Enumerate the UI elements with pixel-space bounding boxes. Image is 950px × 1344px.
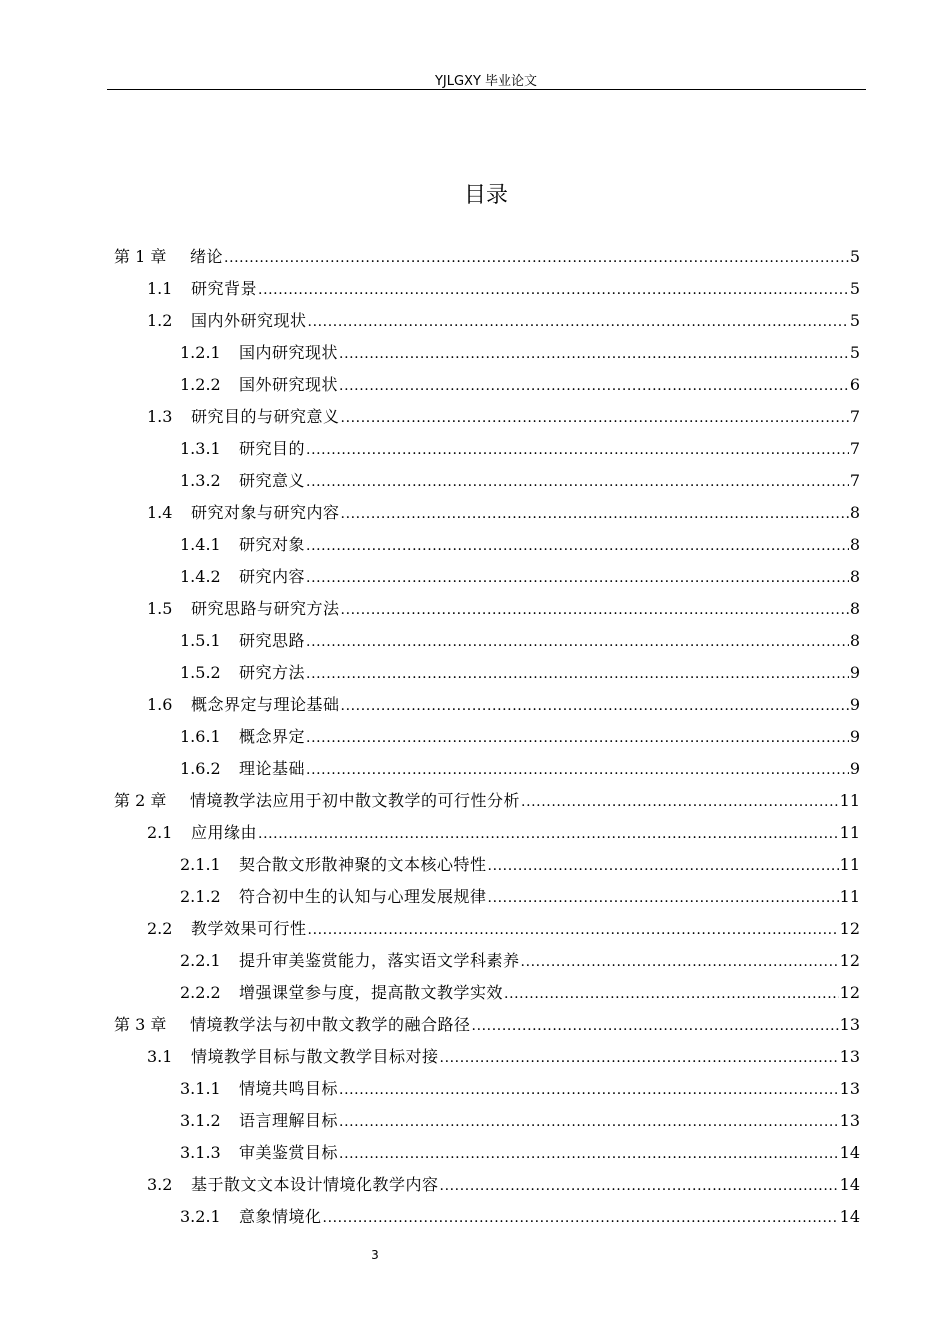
toc-entry-title: 绪论 [190,247,224,266]
toc-entry-page: 9 [849,727,860,746]
toc-dot-leader [440,1170,839,1200]
page-number: 3 [371,1248,379,1262]
toc-entry-page: 7 [849,471,860,490]
toc-section-entry[interactable] [180,882,860,912]
toc-entry-page: 5 [849,311,860,330]
toc-section-entry[interactable] [180,370,860,400]
toc-dot-leader [440,1042,839,1072]
toc-entry-number: 1.4.1 [180,535,221,554]
toc-entry-title: 教学效果可行性 [191,919,307,938]
toc-entry-title: 研究对象与研究内容 [191,503,340,522]
toc-dot-leader [339,1138,839,1168]
toc-entry-page: 13 [839,1047,860,1066]
toc-entry-number: 1.4.2 [180,567,221,586]
toc-chapter-entry[interactable] [114,1010,860,1040]
toc-section-entry[interactable] [180,1202,860,1232]
toc-section-entry[interactable] [147,498,860,528]
toc-entry-title: 情境教学目标与散文教学目标对接 [191,1047,439,1066]
toc-entry-title: 研究目的 [239,439,306,458]
toc-entry-title: 概念界定 [239,727,306,746]
toc-entry-number: 2.2.1 [180,951,221,970]
toc-entry-number: 1.2.1 [180,343,221,362]
toc-section-entry[interactable] [147,274,860,304]
toc-entry-number: 2.1.1 [180,855,221,874]
toc-entry-title: 增强课堂参与度，提高散文教学实效 [239,983,504,1002]
toc-section-entry[interactable] [147,818,860,848]
toc-entry-page: 14 [839,1207,860,1226]
toc-dot-leader [323,1202,839,1232]
toc-dot-leader [306,626,849,656]
toc-entry-title: 审美鉴赏目标 [239,1143,339,1162]
toc-section-entry[interactable] [180,562,860,592]
toc-section-entry[interactable] [180,946,860,976]
toc-section-entry[interactable] [180,530,860,560]
toc-entry-title: 语言理解目标 [239,1111,339,1130]
toc-entry-page: 8 [849,567,860,586]
toc-entry-title: 研究目的与研究意义 [191,407,340,426]
toc-entry-title: 情境教学法应用于初中散文教学的可行性分析 [190,791,521,810]
toc-entry-number: 1.6.1 [180,727,221,746]
toc-dot-leader [341,402,849,432]
toc-entry-number: 1.2.2 [180,375,221,394]
toc-dot-leader [306,530,849,560]
toc-entry-page: 8 [849,503,860,522]
toc-entry-title: 情境共鸣目标 [239,1079,339,1098]
toc-dot-leader [306,658,849,688]
toc-entry-title: 理论基础 [239,759,306,778]
toc-entry-title: 研究思路 [239,631,306,650]
toc-dot-leader [306,562,849,592]
toc-entry-number: 3.1 [147,1047,173,1066]
toc-entry-number: 1.3 [147,407,173,426]
toc-entry-page: 9 [849,695,860,714]
toc-entry-number: 2.1.2 [180,887,221,906]
toc-dot-leader [308,914,839,944]
toc-section-entry[interactable] [147,690,860,720]
toc-entry-page: 5 [849,279,860,298]
toc-entry-number: 3.2 [147,1175,173,1194]
toc-dot-leader [339,1074,839,1104]
toc-entry-number: 1.1 [147,279,173,298]
toc-entry-page: 14 [839,1143,860,1162]
toc-entry-page: 7 [849,407,860,426]
toc-dot-leader [341,690,849,720]
toc-entry-title: 契合散文形散神聚的文本核心特性 [239,855,487,874]
toc-dot-leader [521,786,839,816]
toc-section-entry[interactable] [147,914,860,944]
toc-dot-leader [339,338,849,368]
toc-entry-page: 5 [849,247,860,266]
toc-entry-title: 研究方法 [239,663,306,682]
toc-section-entry[interactable] [180,434,860,464]
toc-dot-leader [258,274,849,304]
toc-dot-leader [339,1106,839,1136]
toc-entry-page: 13 [839,1111,860,1130]
header-rule [107,89,866,90]
toc-entry-page: 12 [839,983,860,1002]
toc-entry-page: 6 [849,375,860,394]
toc-entry-number: 3.1.2 [180,1111,221,1130]
toc-section-entry[interactable] [147,1170,860,1200]
toc-entry-title: 意象情境化 [239,1207,322,1226]
toc-entry-page: 8 [849,599,860,618]
toc-dot-leader [521,946,839,976]
toc-dot-leader [224,242,849,272]
toc-section-entry[interactable] [180,978,860,1008]
toc-entry-title: 符合初中生的认知与心理发展规律 [239,887,487,906]
toc-dot-leader [341,498,849,528]
toc-entry-number: 1.5.2 [180,663,221,682]
toc-dot-leader [472,1010,839,1040]
toc-dot-leader [258,818,839,848]
toc-entry-title: 情境教学法与初中散文教学的融合路径 [190,1015,471,1034]
toc-entry-number: 第 2 章 [114,791,167,810]
toc-entry-number: 1.3.2 [180,471,221,490]
toc-entry-number: 1.2 [147,311,173,330]
toc-entry-title: 概念界定与理论基础 [191,695,340,714]
toc-section-entry[interactable] [180,722,860,752]
toc-entry-title: 研究背景 [191,279,258,298]
toc-entry-number: 第 1 章 [114,247,167,266]
toc-entry-title: 研究意义 [239,471,306,490]
toc-entry-number: 1.6.2 [180,759,221,778]
toc-dot-leader [339,370,849,400]
toc-entry-page: 9 [849,759,860,778]
toc-entry-number: 1.6 [147,695,173,714]
toc-dot-leader [504,978,839,1008]
toc-section-entry[interactable] [180,658,860,688]
toc-section-entry[interactable] [180,850,860,880]
toc-entry-title: 国内外研究现状 [191,311,307,330]
toc-section-entry[interactable] [180,1106,860,1136]
toc-title: 目录 [463,183,508,208]
toc-entry-title: 研究内容 [239,567,306,586]
toc-entry-page: 11 [839,887,860,906]
toc-section-entry[interactable] [180,626,860,656]
toc-entry-number: 2.2.2 [180,983,221,1002]
toc-dot-leader [308,306,849,336]
toc-entry-page: 9 [849,663,860,682]
toc-section-entry[interactable] [147,594,860,624]
toc-entry-page: 11 [839,791,860,810]
toc-section-entry[interactable] [180,1074,860,1104]
toc-entry-number: 2.2 [147,919,173,938]
toc-entry-number: 第 3 章 [114,1015,167,1034]
toc-entry-page: 7 [849,439,860,458]
toc-entry-number: 3.2.1 [180,1207,221,1226]
toc-entry-page: 13 [839,1015,860,1034]
toc-entry-title: 基于散文文本设计情境化教学内容 [191,1175,439,1194]
toc-section-entry[interactable] [180,338,860,368]
toc-section-entry[interactable] [180,1138,860,1168]
toc-entry-page: 13 [839,1079,860,1098]
toc-dot-leader [306,434,849,464]
toc-entry-page: 5 [849,343,860,362]
toc-section-entry[interactable] [180,754,860,784]
page-header: YJLGXY 毕业论文 [434,74,538,89]
toc-section-entry[interactable] [180,466,860,496]
toc-entry-number: 1.5 [147,599,173,618]
toc-entry-title: 国内研究现状 [239,343,339,362]
toc-entry-number: 1.4 [147,503,173,522]
toc-entry-number: 1.3.1 [180,439,221,458]
toc-entry-number: 2.1 [147,823,173,842]
toc-entry-title: 国外研究现状 [239,375,339,394]
toc-entry-title: 研究思路与研究方法 [191,599,340,618]
toc-dot-leader [306,466,849,496]
toc-dot-leader [488,850,839,880]
toc-section-entry[interactable] [147,402,860,432]
toc-entry-number: 3.1.3 [180,1143,221,1162]
toc-entry-page: 8 [849,631,860,650]
toc-entry-number: 3.1.1 [180,1079,221,1098]
toc-entry-page: 14 [839,1175,860,1194]
toc-entry-title: 应用缘由 [191,823,258,842]
toc-section-entry[interactable] [147,1042,860,1072]
toc-entry-title: 提升审美鉴赏能力，落实语文学科素养 [239,951,520,970]
toc-entry-page: 12 [839,919,860,938]
toc-entry-page: 11 [839,823,860,842]
toc-entry-page: 8 [849,535,860,554]
toc-dot-leader [306,754,849,784]
toc-entry-number: 1.5.1 [180,631,221,650]
toc-entry-page: 12 [839,951,860,970]
toc-chapter-entry[interactable] [114,786,860,816]
toc-section-entry[interactable] [147,306,860,336]
toc-dot-leader [341,594,849,624]
toc-chapter-entry[interactable] [114,242,860,272]
toc-entry-title: 研究对象 [239,535,306,554]
toc-entry-page: 11 [839,855,860,874]
toc-dot-leader [488,882,839,912]
toc-dot-leader [306,722,849,752]
